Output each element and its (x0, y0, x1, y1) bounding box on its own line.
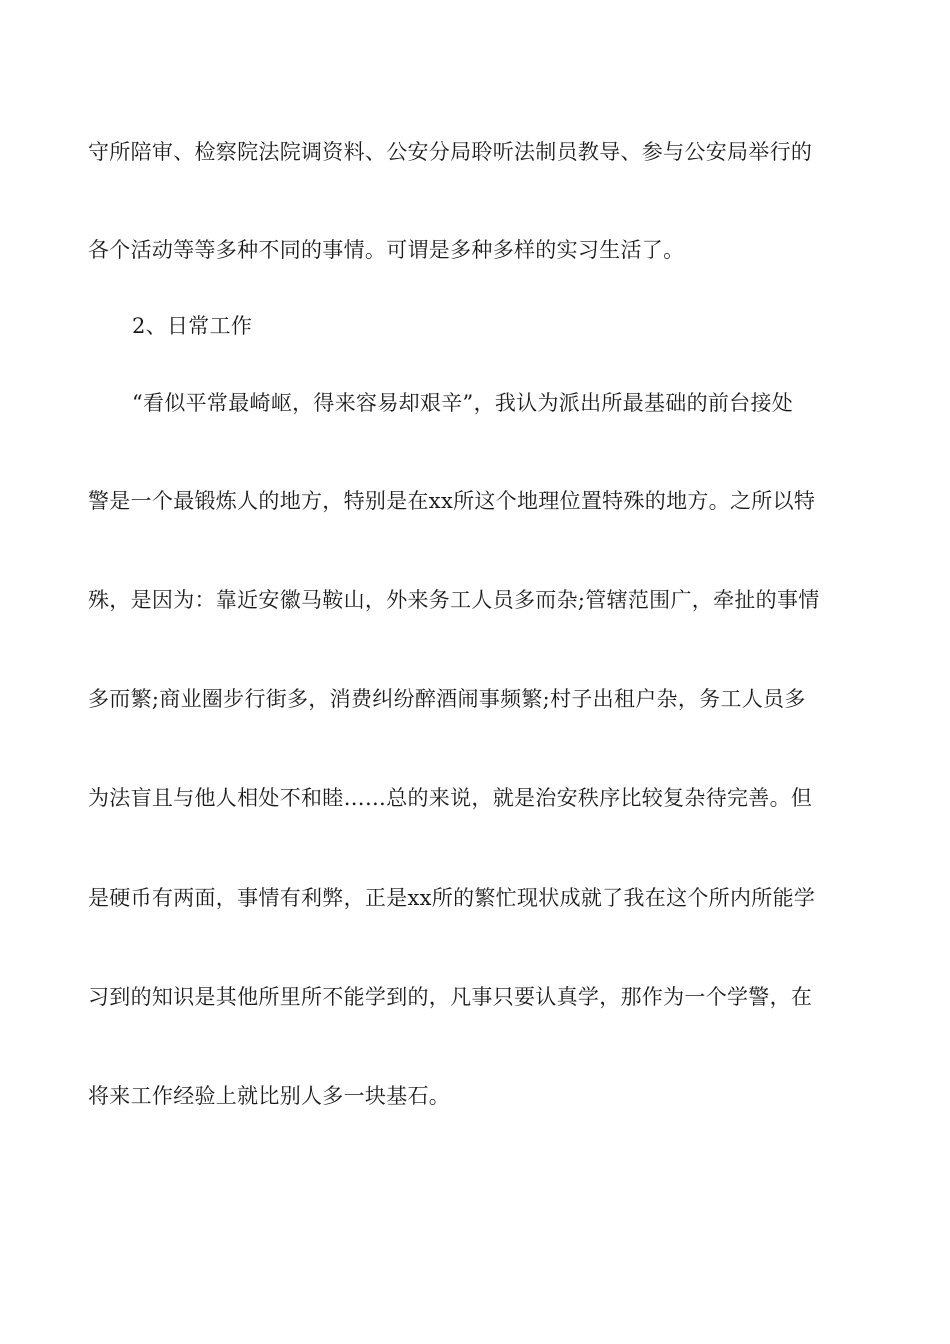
paragraph-line: 各个活动等等多种不同的事情。可谓是多种多样的实习生活了。 (88, 238, 685, 262)
paragraph-line: 为法盲且与他人相处不和睦……总的来说，就是治安秩序比较复杂待完善。但 (88, 786, 813, 810)
paragraph-line: 习到的知识是其他所里所不能学到的，凡事只要认真学，那作为一个学警，在 (88, 985, 813, 1009)
section-heading: 2、日常工作 (132, 314, 253, 338)
paragraph-line: 殊，是因为：靠近安徽马鞍山，外来务工人员多而杂;管辖范围广，牵扯的事情 (88, 588, 820, 612)
paragraph-line: 多而繁;商业圈步行街多，消费纠纷醉酒闹事频繁;村子出租户杂，务工人员多 (88, 687, 806, 711)
paragraph-line: 守所陪审、检察院法院调资料、公安分局聆听法制员教导、参与公安局举行的 (88, 140, 813, 164)
paragraph-line: 将来工作经验上就比别人多一块基石。 (88, 1084, 451, 1108)
paragraph-line: “看似平常最崎岖，得来容易却艰辛”，我认为派出所最基础的前台接处 (132, 391, 794, 415)
paragraph-line: 是硬币有两面，事情有利弊，正是xx所的繁忙现状成就了我在这个所内所能学 (88, 886, 816, 910)
paragraph-line: 警是一个最锻炼人的地方，特别是在xx所这个地理位置特殊的地方。之所以特 (88, 489, 816, 513)
